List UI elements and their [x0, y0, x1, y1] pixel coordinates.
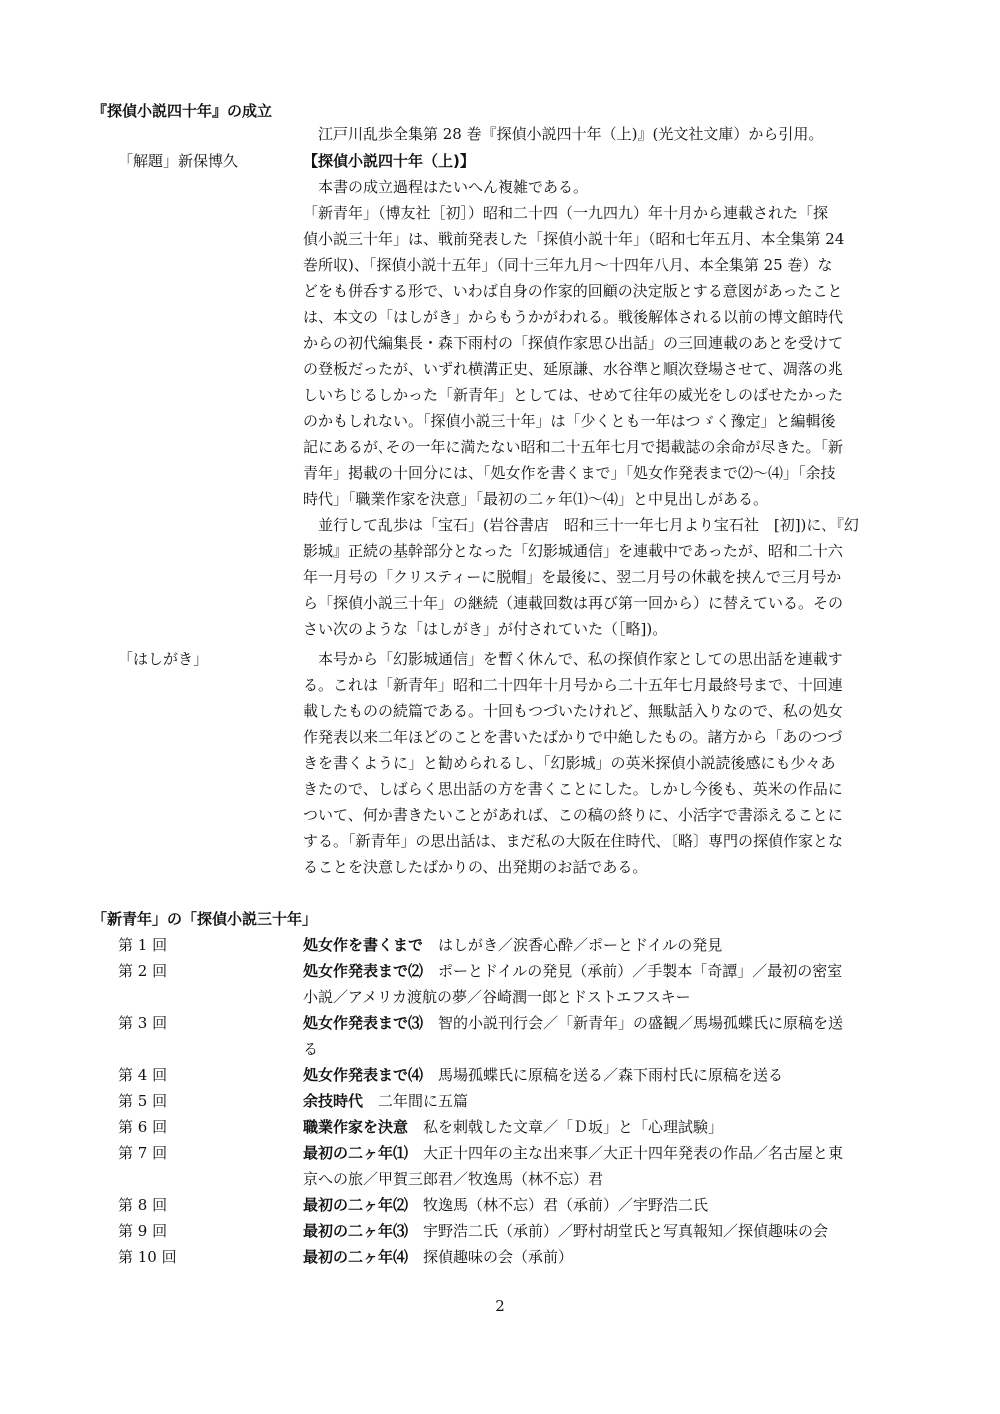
text-line: する。「新青年」の思出話は、まだ私の大阪在住時代、〔略〕専門の探偵作家とな [303, 832, 844, 850]
episode-line [303, 1114, 900, 1140]
kaidai-subheading: 【探偵小説四十年（上)】 [303, 152, 475, 170]
episode-line [303, 1140, 900, 1166]
episode-row [0, 1192, 1000, 1218]
page-number: 2 [495, 1297, 505, 1315]
text-line: る。これは「新青年」昭和二十四年十月号から二十五年七月最終号まで、十回連 [303, 676, 843, 694]
episode-line [303, 932, 900, 958]
episode-text: 大正十四年の主な出来事／大正十四年発表の作品／名古屋と東 [408, 1144, 844, 1162]
episode-number: 第 8 回 [118, 1196, 168, 1214]
section-heading-shinseinen: 「新青年」の「探偵小説三十年」 [92, 910, 318, 928]
episode-content [303, 1244, 900, 1270]
episode-row [0, 1114, 1000, 1140]
text-line: は、本文の「はしがき」からもうかがわれる。戦後解体される以前の博文館時代 [303, 308, 844, 326]
episode-text: 智的小説刊行会／「新青年」の盛観／馬場孤蝶氏に原稿を送 [423, 1014, 844, 1032]
episode-title: 余技時代 [303, 1092, 364, 1110]
text-line: 本号から「幻影城通信」を暫く休んで、私の探偵作家としての思出話を連載す [303, 650, 843, 668]
episode-title: 処女作発表まで⑷ [303, 1066, 424, 1084]
episode-text: 二年間に五篇 [363, 1092, 469, 1110]
episode-number: 第 9 回 [118, 1222, 168, 1240]
episode-text: 馬場孤蝶氏に原稿を送る／森下雨村氏に原稿を送る [423, 1066, 784, 1084]
episode-title: 処女作発表まで⑶ [303, 1014, 424, 1032]
text-line: 影城』正続の基幹部分となった「幻影城通信」を連載中であったが、昭和二十六 [303, 542, 843, 560]
citation-line: 江戸川乱歩全集第 28 巻『探偵小説四十年（上)』(光文社文庫）から引用。 [318, 125, 824, 143]
episode-content [303, 1010, 900, 1062]
text-line: 記にあるが､その一年に満たない昭和二十五年七月で掲載誌の余命が尽きた。「新 [303, 438, 844, 456]
episode-content [303, 1218, 900, 1244]
episode-number: 第 7 回 [118, 1144, 168, 1162]
episode-content [303, 1140, 900, 1192]
episode-number: 第 4 回 [118, 1066, 168, 1084]
episode-line [303, 1062, 900, 1088]
text-line: 「新青年」（博友社［初］）昭和二十四（一九四九）年十月から連載された「探 [303, 204, 829, 222]
episode-title: 最初の二ヶ年⑷ [303, 1248, 409, 1266]
text-line: からの初代編集長・森下雨村の「探偵作家思ひ出話」の三回連載のあとを受けて [303, 334, 844, 352]
episode-row [0, 1010, 1000, 1062]
episode-title: 最初の二ヶ年⑶ [303, 1222, 409, 1240]
episode-text: る [303, 1040, 319, 1058]
episode-line [303, 1088, 900, 1114]
episode-text: 私を刺戟した文章／「Ｄ坂」と「心理試験」 [408, 1118, 724, 1136]
episode-row [0, 1140, 1000, 1192]
episode-text: はしがき／涙香心酔／ポーとドイルの発見 [423, 936, 723, 954]
text-line: どをも併呑する形で、いわば自身の作家的回顧の決定版とする意図があったこと [303, 282, 843, 300]
episode-row [0, 1244, 1000, 1270]
text-line: 青年」掲載の十回分には、「処女作を書くまで」「処女作発表まで⑵〜⑷」「余技 [303, 464, 836, 482]
episode-number: 第 2 回 [118, 962, 168, 980]
episode-row [0, 932, 1000, 958]
episode-line [303, 1166, 900, 1192]
episode-content [303, 1062, 900, 1088]
episode-title: 最初の二ヶ年⑵ [303, 1196, 409, 1214]
kaidai-body [303, 174, 900, 642]
episode-title: 処女作発表まで⑵ [303, 962, 424, 980]
episode-content [303, 958, 900, 1010]
text-line: 並行して乱歩は「宝石」(岩谷書店 昭和三十一年七月より宝石社 [初])に､『幻 [303, 516, 859, 534]
episode-number: 第 1 回 [118, 936, 168, 954]
episode-row [0, 1062, 1000, 1088]
episode-row [0, 958, 1000, 1010]
episode-content [303, 1088, 900, 1114]
text-line: しいちじるしかった「新青年」としては、せめて往年の威光をしのばせたかった [303, 386, 844, 404]
text-line: の登板だったが、いずれ横溝正史、延原謙、水谷準と順次登場させて、凋落の兆 [303, 360, 843, 378]
episode-content [303, 1114, 900, 1140]
hashigaki-body [303, 646, 900, 880]
episode-list [0, 932, 1000, 1270]
episode-text: 牧逸馬（林不忘）君（承前）／宇野浩二氏 [408, 1196, 709, 1214]
text-line: 年一月号の「クリスティーに脱帽」を最後に、翌二月号の休載を挟んで三月号か [303, 568, 842, 586]
episode-number: 第 5 回 [118, 1092, 168, 1110]
episode-text: ポーとドイルの発見（承前）／手製本「奇譚」／最初の密室 [423, 962, 843, 980]
text-line: さい次のような「はしがき」が付されていた（［略])。 [303, 620, 668, 638]
episode-line [303, 1010, 900, 1036]
text-line: ら「探偵小説三十年」の継続（連載回数は再び第一回から）に替えている。その [303, 594, 844, 612]
episode-text: 京への旅／甲賀三郎君／牧逸馬（林不忘）君 [303, 1170, 604, 1188]
hashigaki-label: 「はしがき」 [118, 650, 209, 668]
episode-number: 第 3 回 [118, 1014, 168, 1032]
episode-content [303, 932, 900, 958]
episode-number: 第 10 回 [118, 1248, 177, 1266]
text-line: きを書くように」と勧められるし、「幻影城」の英米探偵小説読後感にも少々あ [303, 754, 836, 772]
episode-content [303, 1192, 900, 1218]
episode-number: 第 6 回 [118, 1118, 168, 1136]
section-heading-seiritsu: 『探偵小説四十年』の成立 [92, 102, 273, 120]
text-line: のかもしれない。「探偵小説三十年」は「少くとも一年はつゞく豫定」と編輯後 [303, 412, 836, 430]
episode-text: 宇野浩二氏（承前）／野村胡堂氏と写真報知／探偵趣味の会 [408, 1222, 829, 1240]
episode-title: 最初の二ヶ年⑴ [303, 1144, 409, 1162]
text-line: 時代」「職業作家を決意」「最初の二ヶ年⑴〜⑷」と中見出しがある。 [303, 490, 769, 508]
episode-title: 処女作を書くまで [303, 936, 424, 954]
episode-row [0, 1218, 1000, 1244]
text-line: 偵小説三十年」は、戦前発表した「探偵小説十年」（昭和七年五月、本全集第 24 [303, 230, 845, 248]
episode-line [303, 1218, 900, 1244]
text-line: きたので、しばらく思出話の方を書くことにした。しかし今後も、英米の作品に [303, 780, 843, 798]
kaidai-label: 「解題」新保博久 [118, 152, 239, 170]
episode-text: 探偵趣味の会（承前） [408, 1248, 574, 1266]
text-line: 載したものの続篇である。十回もつづいたけれど、無駄話入りなので、私の処女 [303, 702, 843, 720]
episode-line [303, 958, 900, 984]
episode-line [303, 1192, 900, 1218]
text-line: ついて、何か書きたいことがあれば、この稿の終りに、小活字で書添えることに [303, 806, 843, 824]
text-line: 巻所収)、「探偵小説十五年」（同十三年九月〜十四年八月、本全集第 25 巻）な [303, 256, 833, 274]
episode-text: 小説／アメリカ渡航の夢／谷崎潤一郎とドストエフスキー [303, 988, 691, 1006]
text-line: 本書の成立過程はたいへん複雑である。 [303, 178, 589, 196]
episode-line [303, 984, 900, 1010]
text-line: ることを決意したばかりの、出発期のお話である。 [303, 858, 648, 876]
episode-title: 職業作家を決意 [303, 1118, 409, 1136]
episode-line [303, 1244, 900, 1270]
episode-line [303, 1036, 900, 1062]
episode-row [0, 1088, 1000, 1114]
text-line: 作発表以来二年ほどのことを書いたばかりで中絶したもの。諸方から「あのつづ [303, 728, 843, 746]
